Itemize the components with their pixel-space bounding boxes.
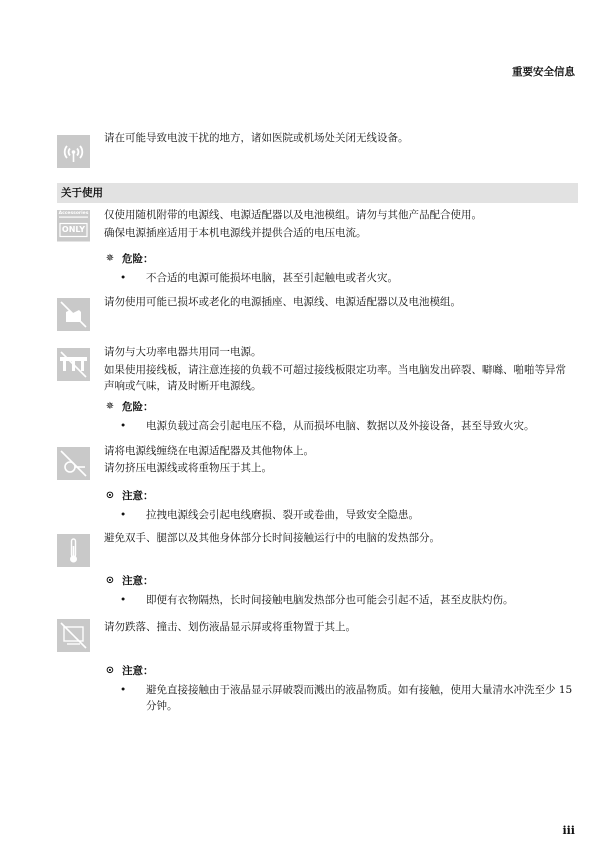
power-strip-icon (57, 348, 90, 381)
caution-bullet-text: 拉拽电源线会引起电线磨损、裂开或卷曲，导致安全隐患。 (146, 509, 419, 521)
caution-notice-1 (104, 489, 575, 523)
wireless-warning-icon (57, 135, 90, 168)
usage-line-2: 确保电源插座适用于本机电源线并提供合适的电压电流。 (104, 227, 367, 239)
screen-text: 请勿跌落、撞击、划伤液晶显示屏或将重物置于其上。 (104, 621, 356, 633)
wireless-text: 请在可能导致电波干扰的地方，诸如医院或机场处关闭无线设备。 (104, 132, 409, 144)
cord-coil-icon (57, 447, 90, 480)
caution-label: 注意： (122, 490, 154, 502)
shared-line-2: 如果使用接线板，请注意连接的负载不可超过接线板限定功率。当电脑发出碎裂、噼噝、啪啪等异常声响或气味，请及时断开电源线。 (104, 364, 566, 392)
page-number: iii (562, 824, 575, 837)
accessories-icon-label-bottom: ONLY (61, 225, 86, 234)
bullet-icon: • (120, 272, 127, 284)
danger-icon: ✵ (105, 253, 115, 264)
danger-label: 危险： (122, 401, 154, 413)
thermometer-icon (57, 534, 90, 567)
damaged-text: 请勿使用可能已损坏或老化的电源插座、电源线、电源适配器以及电池模组。 (104, 296, 461, 308)
bullet-icon: • (120, 684, 127, 696)
caution-icon: ⊙ (105, 490, 115, 501)
danger-icon: ✵ (105, 401, 115, 412)
heat-text: 避免双手、腿部以及其他身体部分长时间接触运行中的电脑的发热部分。 (104, 532, 440, 544)
danger-bullet-text: 电源负载过高会引起电压不稳，从而损坏电脑、数据以及外接设备，甚至导致火灾。 (146, 420, 535, 432)
caution-notice-3 (104, 664, 575, 714)
shared-line-1: 请勿与大功率电器共用同一电源。 (104, 346, 262, 358)
usage-line-1: 仅使用随机附带的电源线、电源适配器以及电池模组。请勿与其他产品配合使用。 (104, 209, 482, 221)
caution-label: 注意： (122, 575, 154, 587)
caution-bullet-text: 避免直接接触由于液晶显示屏破裂而溅出的液晶物质。如有接触，使用大量清水冲洗至少 15 分钟。 (146, 684, 573, 712)
bullet-icon: • (120, 420, 127, 432)
danger-bullet-text: 不合适的电源可能损坏电脑，甚至引起触电或者火灾。 (146, 272, 398, 284)
caution-label: 注意： (122, 665, 154, 677)
danger-notice-1 (104, 252, 575, 286)
caution-icon: ⊙ (105, 665, 115, 676)
damaged-plug-icon (57, 298, 90, 331)
cord-line-2: 请勿挤压电源线或将重物压于其上。 (104, 462, 272, 474)
cord-line-1: 请将电源线缠绕在电源适配器及其他物体上。 (104, 445, 314, 457)
caution-notice-2 (104, 574, 575, 608)
page-header-title: 重要安全信息 (512, 66, 575, 78)
bullet-icon: • (120, 594, 127, 606)
section-heading: 关于使用 (57, 183, 578, 203)
caution-bullet-text: 即便有衣物隔热，长时间接触电脑发热部分也可能会引起不适，甚至皮肤灼伤。 (146, 594, 514, 606)
accessories-icon-label-top: Accessories (58, 211, 89, 216)
screen-damage-icon (57, 619, 90, 652)
bullet-icon: • (120, 509, 127, 521)
danger-notice-2 (104, 400, 575, 434)
danger-label: 危险： (122, 253, 154, 265)
caution-icon: ⊙ (105, 575, 115, 586)
